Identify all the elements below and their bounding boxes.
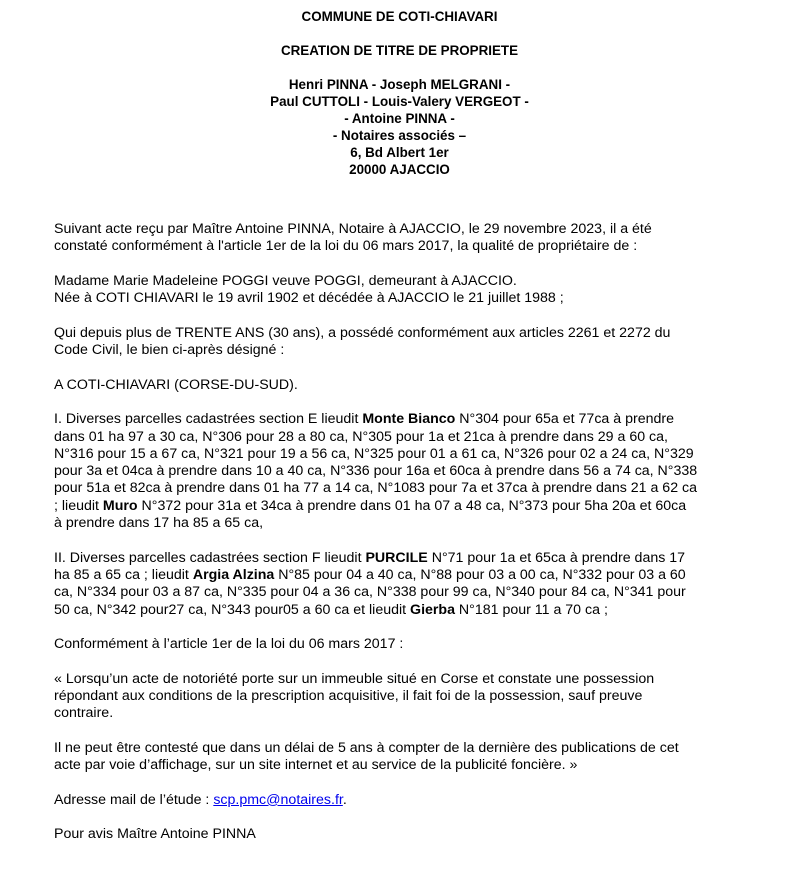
text-line: N°316 pour 15 a 67 ca, N°321 pour 19 a 56 ca, N°325 pour 01 a 61 ca, N°326 pour 02 a 24 ca, N°329 <box>54 445 694 462</box>
text-run: 50 ca, N°342 pour27 ca, N°343 pour05 a 60 ca et lieudit <box>54 601 411 618</box>
text-line: ca, N°334 pour 03 a 87 ca, N°335 pour 04 a 36 ca, N°338 pour 99 ca, N°340 pour 84 ca, N°341 pour <box>54 584 686 601</box>
paragraph-quote-1 <box>54 671 754 723</box>
text-line <box>54 498 754 515</box>
text-line: Née à COTI CHIAVARI le 19 avril 1902 et décédée à AJACCIO le 21 juillet 1988 ; <box>54 290 564 307</box>
paragraph-commune <box>54 377 754 394</box>
text-line <box>54 792 754 809</box>
text-line: pour 51a et 82ca à prendre dans 01 ha 77 a 14 ca, N°1083 pour 7a et 37ca à prendre dans 21 a 62 ca <box>54 480 698 497</box>
lieudit-name: Gierba <box>410 601 455 618</box>
notaires-line-1: Henri PINNA - Joseph MELGRANI - <box>288 77 511 92</box>
text-line: à prendre dans 17 ha 85 a 65 ca, <box>54 515 264 532</box>
text-run: II. Diverses parcelles cadastrées section F lieudit <box>54 549 366 566</box>
email-link[interactable]: scp.pmc@notaires.fr <box>213 791 343 808</box>
paragraph-acte <box>54 221 754 256</box>
text-line: acte par voie d’affichage, sur un site internet et au service de la publicité foncière. » <box>54 757 578 774</box>
spacer <box>0 59 799 76</box>
text-run: . <box>342 791 347 808</box>
text-line: Code Civil, le bien ci-après désigné : <box>54 342 285 359</box>
text-line <box>54 567 754 584</box>
text-line: contraire. <box>54 705 114 722</box>
paragraph-quote-2 <box>54 740 754 775</box>
paragraph-possession <box>54 325 754 360</box>
text-line: constaté conformément à l'article 1er de la loi du 06 mars 2017, la qualité de propriétaire de : <box>54 238 638 255</box>
text-line <box>54 602 754 619</box>
text-run: ha 85 a 65 ca ; lieudit <box>54 566 193 583</box>
paragraph-proprietaire <box>54 273 754 308</box>
notaires-line-4: - Notaires associés – <box>332 128 467 143</box>
text-run: N°181 pour 11 a 70 ca ; <box>454 601 608 618</box>
commune-title: COMMUNE DE COTI-CHIAVARI <box>301 9 498 24</box>
text-line <box>54 411 754 428</box>
paragraph-signature <box>54 826 754 843</box>
paragraph-section-f <box>54 550 754 619</box>
text-line: A COTI-CHIAVARI (CORSE-DU-SUD). <box>54 376 298 393</box>
text-line: pour 3a et 04ca à prendre dans 10 a 40 ca, N°336 pour 16a et 60ca à prendre dans 56 a 74 ca, N°338 <box>54 463 698 480</box>
text-run: N°85 pour 04 a 40 ca, N°88 pour 03 a 00 ca, N°332 pour 03 a 60 <box>274 566 686 583</box>
lieudit-name: Monte Bianco <box>362 411 456 428</box>
text-run: N°304 pour 65a et 77ca à prendre <box>455 411 674 428</box>
notice-header <box>0 8 799 178</box>
text-run: ; lieudit <box>54 497 103 514</box>
lieudit-name: Muro <box>102 497 138 514</box>
notaires-line-3: - Antoine PINNA - <box>344 111 455 126</box>
paragraph-article-ref <box>54 636 754 653</box>
signature-line: Pour avis Maître Antoine PINNA <box>54 826 256 843</box>
lieudit-name: Argia Alzina <box>192 566 275 583</box>
text-line: dans 01 ha 97 a 30 ca, N°306 pour 28 a 80 ca, N°305 pour 1a et 21ca à prendre dans 29 a 60 ca, <box>54 428 668 445</box>
text-line: répondant aux conditions de la prescription acquisitive, il fait foi de la possession, sauf preuve <box>54 688 643 705</box>
paragraph-email <box>54 792 754 809</box>
text-run: I. Diverses parcelles cadastrées section E lieudit <box>54 411 363 428</box>
notaires-line-2: Paul CUTTOLI - Louis-Valery VERGEOT - <box>270 94 529 109</box>
text-run: N°71 pour 1a et 65ca à prendre dans 17 <box>427 549 686 566</box>
text-line: Madame Marie Madeleine POGGI veuve POGGI, demeurant à AJACCIO. <box>54 272 517 289</box>
notice-title: CREATION DE TITRE DE PROPRIETE <box>280 43 519 58</box>
text-run: N°372 pour 31a et 34ca à prendre dans 01 ha 07 a 48 ca, N°373 pour 5ha 20a et 60ca <box>137 497 687 514</box>
text-line: Qui depuis plus de TRENTE ANS (30 ans), a possédé conformément aux articles 2261 et 2272 du <box>54 324 671 341</box>
email-label: Adresse mail de l’étude : <box>54 791 214 808</box>
spacer <box>0 25 799 42</box>
text-line <box>54 550 754 567</box>
notice-body <box>54 221 754 861</box>
paragraph-section-e <box>54 411 754 532</box>
text-line: Conformément à l’article 1er de la loi du 06 mars 2017 : <box>54 636 404 653</box>
text-line: Il ne peut être contesté que dans un délai de 5 ans à compter de la dernière des publications de cet <box>54 739 679 756</box>
office-address-city: 20000 AJACCIO <box>349 162 450 177</box>
text-line: Suivant acte reçu par Maître Antoine PINNA, Notaire à AJACCIO, le 29 novembre 2023, il a été <box>54 221 652 237</box>
office-address-street: 6, Bd Albert 1er <box>350 145 449 160</box>
lieudit-name: PURCILE <box>365 549 428 566</box>
text-line: « Lorsqu’un acte de notoriété porte sur un immeuble situé en Corse et constate une possession <box>54 670 655 687</box>
